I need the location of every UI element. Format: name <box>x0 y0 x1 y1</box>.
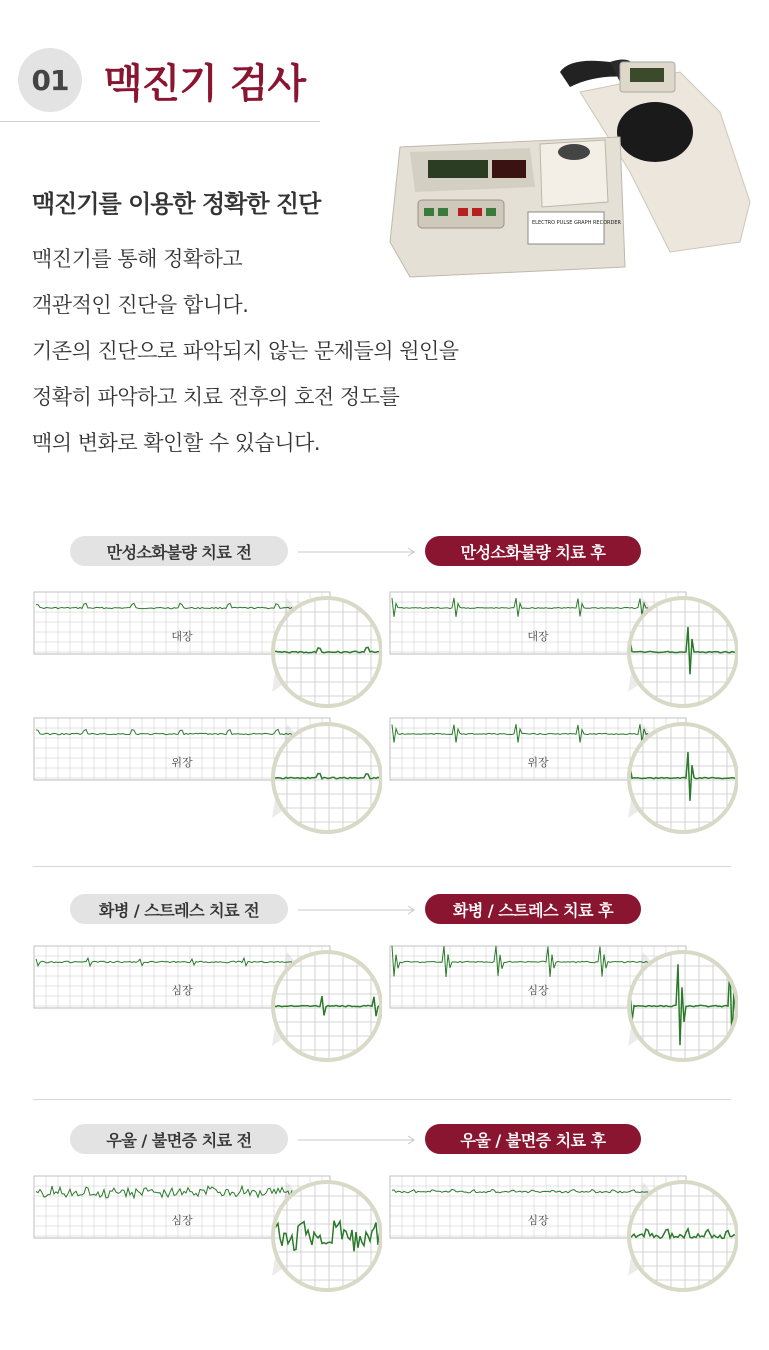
description-line: 기존의 진단으로 파악되지 않는 문제들의 원인을 <box>32 339 459 363</box>
ecg-chart <box>388 716 738 836</box>
after-treatment-label: 우울 / 불면증 치료 후 <box>425 1124 641 1154</box>
organ-label: 심장 <box>171 1214 193 1227</box>
organ-label: 심장 <box>527 984 549 997</box>
arrow-icon <box>298 1134 418 1146</box>
page-title: 맥진기 검사 <box>104 61 306 107</box>
ecg-chart <box>32 944 382 1064</box>
magnifier-circle <box>270 1182 382 1290</box>
magnifier-circle <box>626 724 738 832</box>
ecg-chart <box>32 716 382 836</box>
magnifier-circle <box>626 598 738 706</box>
section-subtitle: 맥진기를 이용한 정확한 진단 <box>32 190 321 218</box>
before-treatment-label: 만성소화불량 치료 전 <box>70 536 288 566</box>
organ-label: 대장 <box>527 630 549 643</box>
title-divider <box>0 121 320 122</box>
magnifier-circle <box>270 724 382 832</box>
organ-label: 위장 <box>527 756 549 769</box>
section-divider <box>33 866 731 867</box>
magnifier-circle <box>626 952 738 1060</box>
magnifier-circle <box>270 952 382 1060</box>
description-line: 정확히 파악하고 치료 전후의 호전 정도를 <box>32 385 400 409</box>
ecg-chart <box>388 944 738 1064</box>
section-number-badge: 01 <box>18 48 82 112</box>
description-line: 객관적인 진단을 합니다. <box>32 293 249 317</box>
organ-label: 위장 <box>171 756 193 769</box>
description-line: 맥의 변화로 확인할 수 있습니다. <box>32 431 321 455</box>
arrow-icon <box>298 546 418 558</box>
organ-label: 대장 <box>171 630 193 643</box>
section-divider <box>33 1099 731 1100</box>
arrow-icon <box>298 904 418 916</box>
after-treatment-label: 만성소화불량 치료 후 <box>425 536 641 566</box>
before-treatment-label: 우울 / 불면증 치료 전 <box>70 1124 288 1154</box>
organ-label: 심장 <box>527 1214 549 1227</box>
ecg-chart <box>32 1174 382 1294</box>
description-line: 맥진기를 통해 정확하고 <box>32 247 243 271</box>
after-treatment-label: 화병 / 스트레스 치료 후 <box>425 894 641 924</box>
description-block <box>32 236 552 466</box>
magnifier-circle <box>626 1182 738 1290</box>
ecg-chart <box>388 1174 738 1294</box>
magnifier-circle <box>270 598 382 706</box>
device-label: ELECTRO PULSE GRAPH RECORDER <box>532 220 621 226</box>
before-treatment-label: 화병 / 스트레스 치료 전 <box>70 894 288 924</box>
organ-label: 심장 <box>171 984 193 997</box>
ecg-chart <box>32 590 382 710</box>
ecg-chart <box>388 590 738 710</box>
